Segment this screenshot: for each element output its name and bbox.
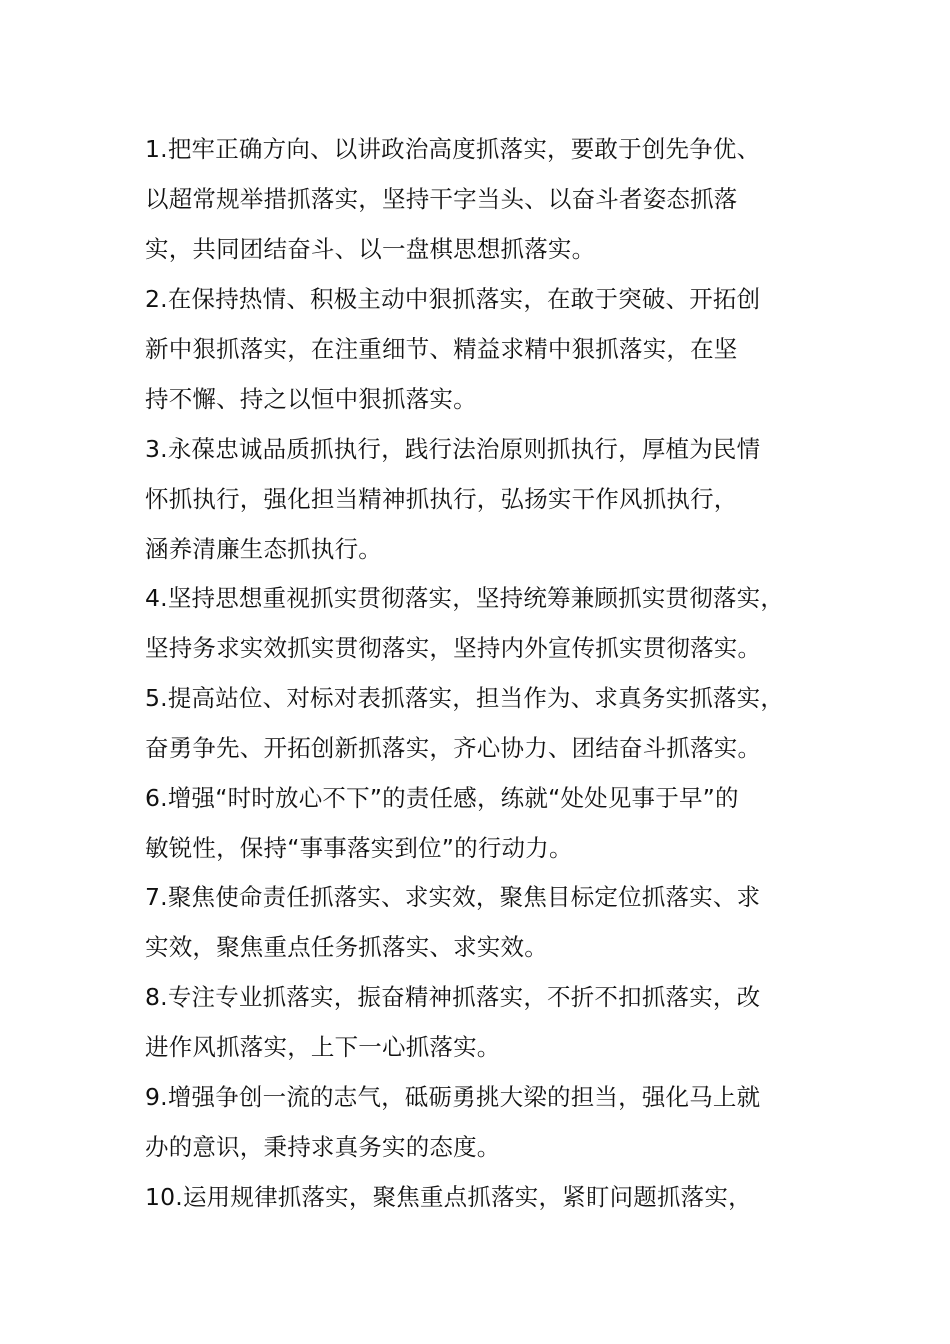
text-line: 2.在保持热情、积极主动中狠抓落实，在敢于突破、开拓创 (145, 285, 761, 313)
text-line: 奋勇争先、开拓创新抓落实，齐心协力、团结奋斗抓落实。 (145, 734, 762, 762)
text-line: 以超常规举措抓落实，坚持干字当头、以奋斗者姿态抓落 (145, 185, 738, 213)
text-line: 进作风抓落实，上下一心抓落实。 (145, 1033, 501, 1061)
text-line: 6.增强“时时放心不下”的责任感，练就“处处见事于早”的 (145, 784, 739, 812)
text-line: 7.聚焦使命责任抓落实、求实效，聚焦目标定位抓落实、求 (145, 883, 761, 911)
text-line: 涵养清廉生态抓执行。 (145, 535, 382, 563)
text-line: 实，共同团结奋斗、以一盘棋思想抓落实。 (145, 235, 596, 263)
text-line: 敏锐性，保持“事事落实到位”的行动力。 (145, 834, 573, 862)
text-line: 3.永葆忠诚品质抓执行，践行法治原则抓执行，厚植为民情 (145, 435, 761, 463)
text-line: 10.运用规律抓落实，聚焦重点抓落实，紧盯问题抓落实， (145, 1183, 752, 1211)
text-line: 1.把牢正确方向、以讲政治高度抓落实，要敢于创先争优、 (145, 135, 761, 163)
text-line: 新中狠抓落实，在注重细节、精益求精中狠抓落实，在坚 (145, 335, 738, 363)
text-line: 9.增强争创一流的志气，砥砺勇挑大梁的担当，强化马上就 (145, 1083, 761, 1111)
text-line: 怀抓执行，强化担当精神抓执行，弘扬实干作风抓执行， (145, 485, 738, 513)
text-line: 8.专注专业抓落实，振奋精神抓落实，不折不扣抓落实，改 (145, 983, 761, 1011)
text-line: 持不懈、持之以恒中狠抓落实。 (145, 385, 477, 413)
text-line: 坚持务求实效抓实贯彻落实，坚持内外宣传抓实贯彻落实。 (145, 634, 762, 662)
text-line: 4.坚持思想重视抓实贯彻落实，坚持统筹兼顾抓实贯彻落实， (145, 584, 785, 612)
text-line: 实效，聚焦重点任务抓落实、求实效。 (145, 933, 548, 961)
text-line: 办的意识，秉持求真务实的态度。 (145, 1133, 501, 1161)
text-line: 5.提高站位、对标对表抓落实，担当作为、求真务实抓落实， (145, 684, 785, 712)
